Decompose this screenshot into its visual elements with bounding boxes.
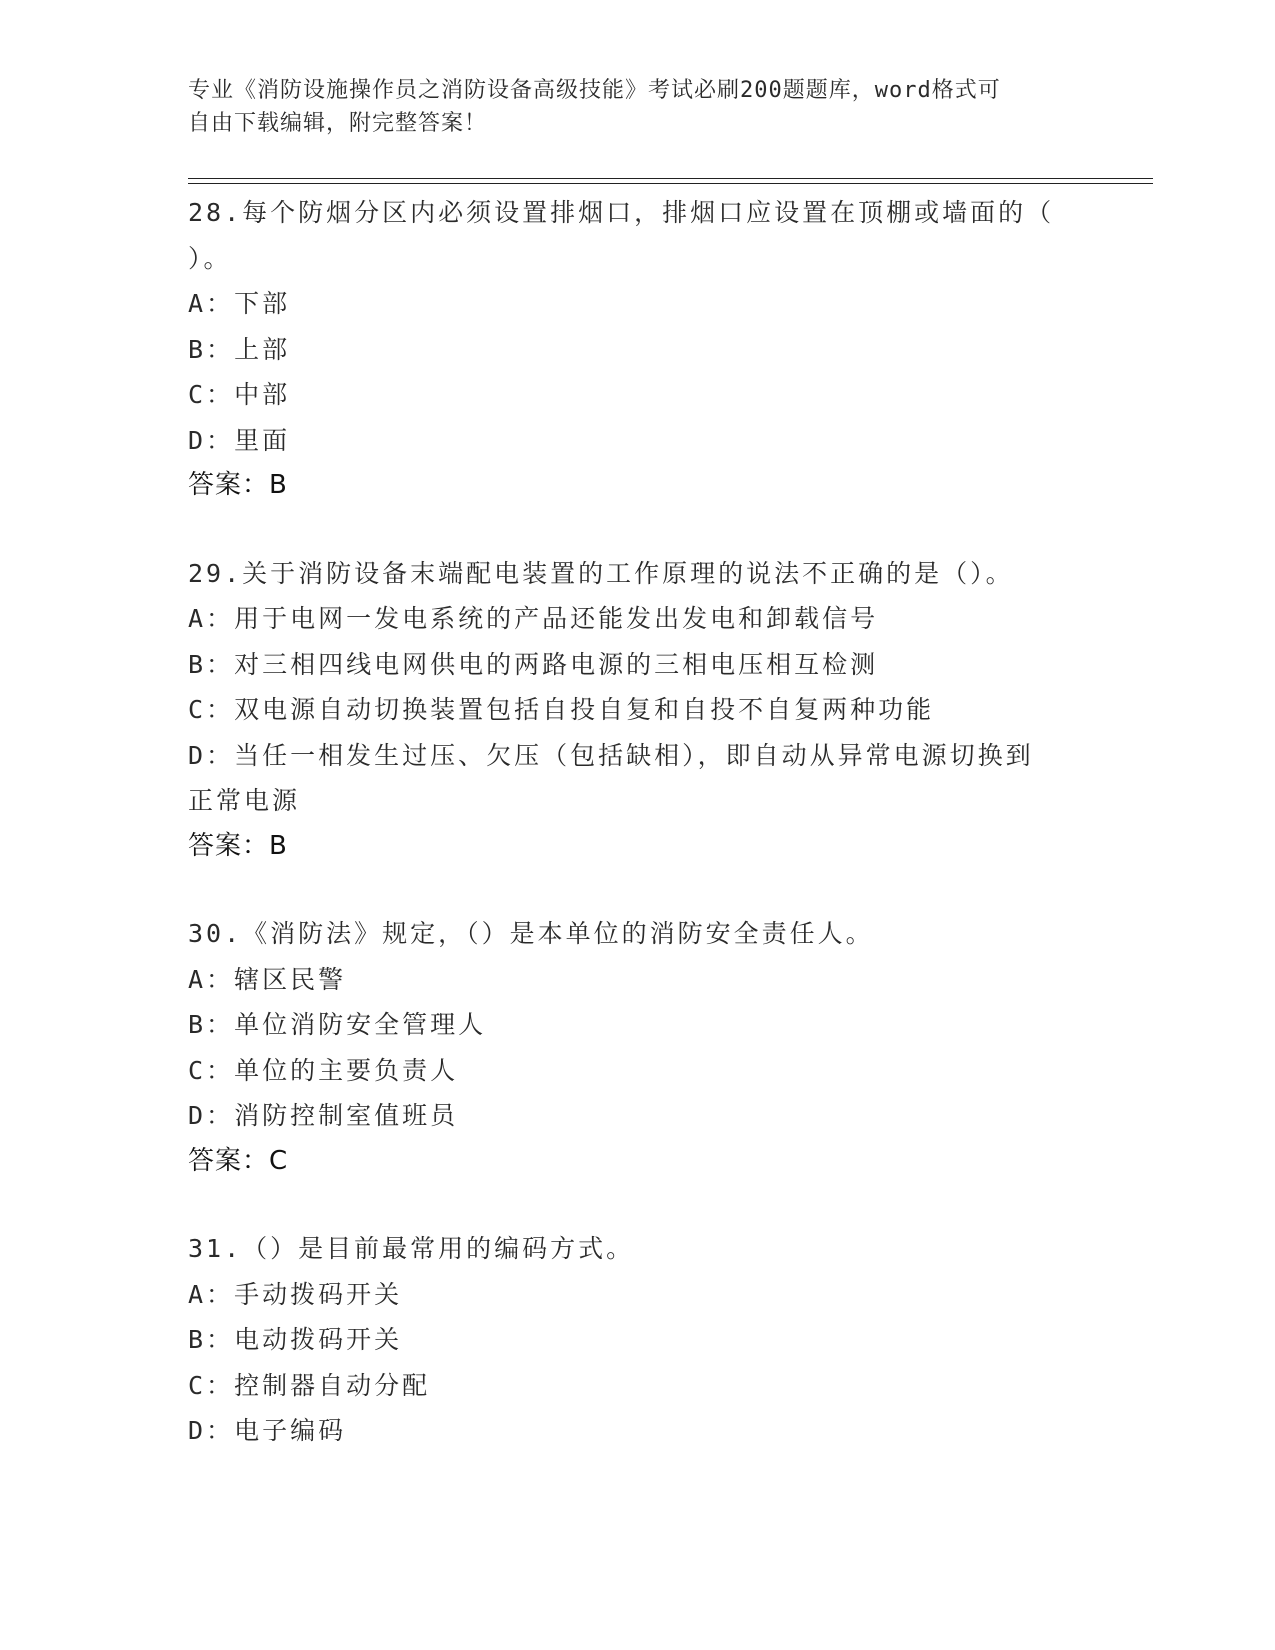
option-c [188,1048,1088,1094]
question-stem: 31.（）是目前最常用的编码方式。 [188,1234,635,1263]
option-text: 单位消防安全管理人 [234,1010,487,1039]
option-c [188,1363,1088,1409]
option-b [188,642,1088,688]
question-list [188,190,1088,1496]
option-a [188,281,1088,327]
header-line-2: 自由下载编辑，附完整答案！ [188,111,488,136]
option-text: 双电源自动切换装置包括自投自复和自投不自复两种功能 [234,695,935,724]
question-28 [188,190,1088,509]
document-header [188,74,1088,140]
option-key: D： [188,425,235,455]
option-text: 电动拨码开关 [234,1325,403,1354]
option-text: 控制器自动分配 [234,1370,431,1400]
answer-line: 答案：B [188,470,288,500]
option-text: 辖区民警 [234,964,347,994]
option-key: B： [188,1325,235,1354]
option-key: C： [188,380,235,409]
option-text: 电子编码 [234,1416,347,1445]
option-key: B： [188,334,235,364]
option-text: 对三相四线电网供电的两路电源的三相电压相互检测 [234,649,879,679]
option-key: C： [188,1370,235,1400]
option-text: 用于电网一发电系统的产品还能发出发电和卸载信号 [234,604,879,633]
option-text: 单位的主要负责人 [234,1055,459,1085]
option-c [188,687,1088,733]
answer-line: 答案：C [188,1145,289,1176]
option-key: B： [188,1010,235,1039]
header-line-1: 专业《消防设施操作员之消防设备高级技能》考试必刷200题题库，word格式可 [188,78,1001,103]
option-d [188,418,1088,464]
option-text: 里面 [234,425,291,455]
option-key: C： [188,1055,235,1085]
question-stem-continued: ）。 [188,243,232,273]
option-key: A： [188,1279,235,1309]
option-text: 下部 [234,289,291,318]
option-key: A： [188,604,235,633]
option-key: C： [188,695,235,724]
header-divider-top [188,178,1153,179]
option-text: 上部 [234,334,291,364]
question-31 [188,1226,1088,1454]
option-text: 中部 [234,380,291,409]
option-key: D： [188,1416,235,1445]
question-stem: 28.每个防烟分区内必须设置排烟口，排烟口应设置在顶棚或墙面的（ [188,198,1055,227]
option-key: B： [188,649,235,679]
header-divider-bottom [188,183,1153,184]
option-text: 消防控制室值班员 [234,1101,459,1130]
question-30 [188,911,1088,1184]
option-text: 手动拨码开关 [234,1279,403,1309]
question-stem: 29.关于消防设备末端配电装置的工作原理的说法不正确的是（）。 [188,558,1014,588]
option-d-continued: 正常电源 [188,786,301,815]
option-key: D： [188,1101,235,1130]
option-a [188,1272,1088,1318]
option-key: D： [188,740,235,770]
answer-line: 答案：B [188,830,288,861]
option-d [188,733,1088,779]
option-d [188,1093,1088,1139]
option-b [188,1317,1088,1363]
option-d [188,1408,1088,1454]
option-b [188,327,1088,373]
question-29 [188,551,1088,870]
option-a [188,596,1088,642]
option-text: 当任一相发生过压、欠压（包括缺相），即自动从异常电源切换到 [234,740,1034,770]
option-a [188,957,1088,1003]
option-key: A： [188,289,235,318]
question-stem: 30.《消防法》规定，（）是本单位的消防安全责任人。 [188,919,874,948]
option-key: A： [188,964,235,994]
option-c [188,372,1088,418]
option-b [188,1002,1088,1048]
